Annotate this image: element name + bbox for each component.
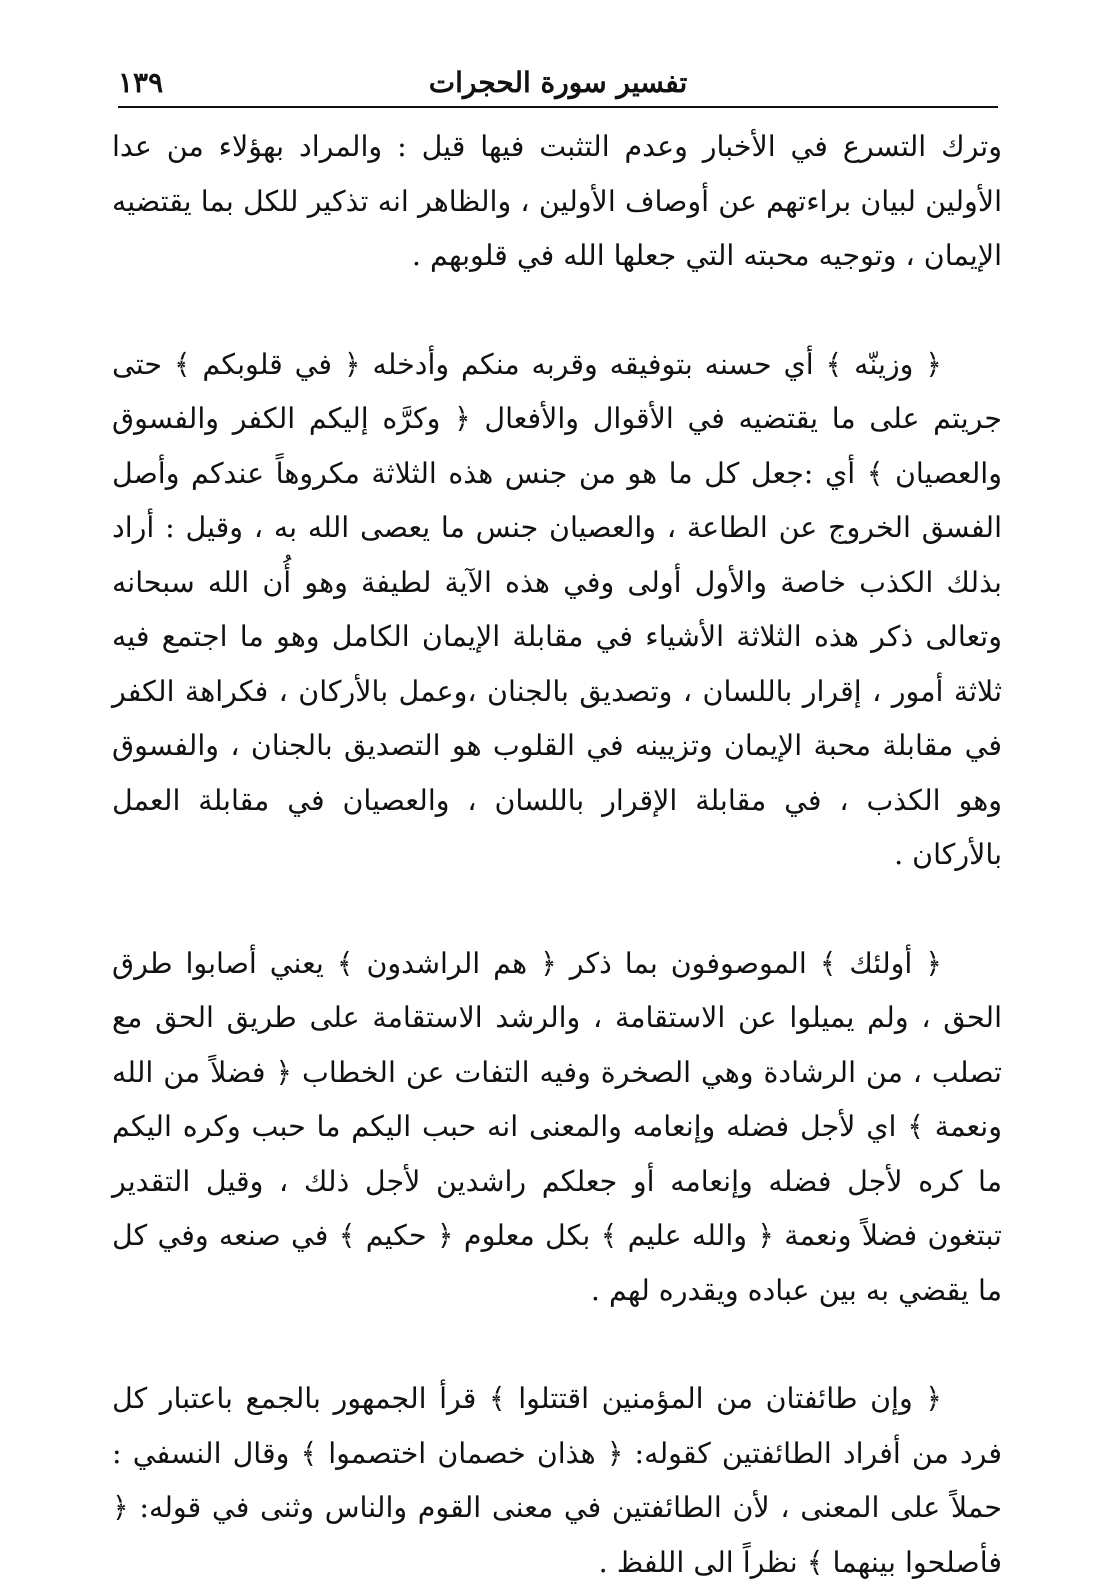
paragraph: ﴿ أولئك ﴾ الموصوفون بما ذكر ﴿ هم الراشدون ﴾ يعني أصابوا طرق الحق ، ولم يميلوا عن الاستقامة ، والرشد الاستقامة على طريق الحق مع تصلب ، من الرشادة وهي الصخرة وفيه التفات عن الخطاب ﴿ فضلاً من الله ونعمة ﴾ اي لأجل فضله وإنعامه والمعنى انه حبب اليكم ما حبب وكره اليكم ما كره لأجل فضله وإنعامه أو جعلكم راشدين لأجل ذلك ، وقيل التقدير تبتغون فضلاً ونعمة ﴿ والله عليم ﴾ بكل معلوم ﴿ حكيم ﴾ في صنعه وفي كل ما يقضي به بين عباده ويقدره لهم . <box>112 946 1002 1307</box>
paragraph-continuation: وترك التسرع في الأخبار وعدم التثبت فيها قيل : والمراد بهؤلاء من عدا الأولين لبيان براءتهم عن أوصاف الأولين ، والظاهر انه تذكير للكل بما يقتضيه الإيمان ، وتوجيه محبته التي جعلها الله في قلوبهم . <box>112 130 1002 272</box>
page-number: ١٣٩ <box>118 66 164 99</box>
page-header <box>118 58 998 108</box>
paragraph: ﴿ وزينّه ﴾ أي حسنه بتوفيقه وقربه منكم وأدخله ﴿ في قلوبكم ﴾ حتى جريتم على ما يقتضيه في الأقوال والأفعال ﴿ وكرَّه إليكم الكفر والفسوق والعصيان ﴾ أي :جعل كل ما هو من جنس هذه الثلاثة مكروهاً عندكم وأصل الفسق الخروج عن الطاعة ، والعصيان جنس ما يعصى الله به ، وقيل : أراد بذلك الكذب خاصة والأول أولى وفي هذه الآية لطيفة وهو أُن الله سبحانه وتعالى ذكر هذه الثلاثة الأشياء في مقابلة الإيمان الكامل وهو ما اجتمع فيه ثلاثة أمور ، إقرار باللسان ، وتصديق بالجنان ،وعمل بالأركان ، فكراهة الكفر في مقابلة محبة الإيمان وتزيينه في القلوب هو التصديق بالجنان ، والفسوق وهو الكذب ، في مقابلة الإقرار باللسان ، والعصيان في مقابلة العمل بالأركان . <box>112 347 1002 871</box>
running-title: تفسير سورة الحجرات <box>428 66 688 99</box>
page-body <box>112 120 1002 1590</box>
paragraph: ﴿ وإن طائفتان من المؤمنين اقتتلوا ﴾ قرأ الجمهور بالجمع باعتبار كل فرد من أفراد الطائفتين كقوله: ﴿ هذان خصمان اختصموا ﴾ وقال النسفي : حملاً على المعنى ، لأن الطائفتين في معنى القوم والناس وثنى في قوله: ﴿ فأصلحوا بينهما ﴾ نظراً الى اللفظ . <box>112 1382 1002 1579</box>
